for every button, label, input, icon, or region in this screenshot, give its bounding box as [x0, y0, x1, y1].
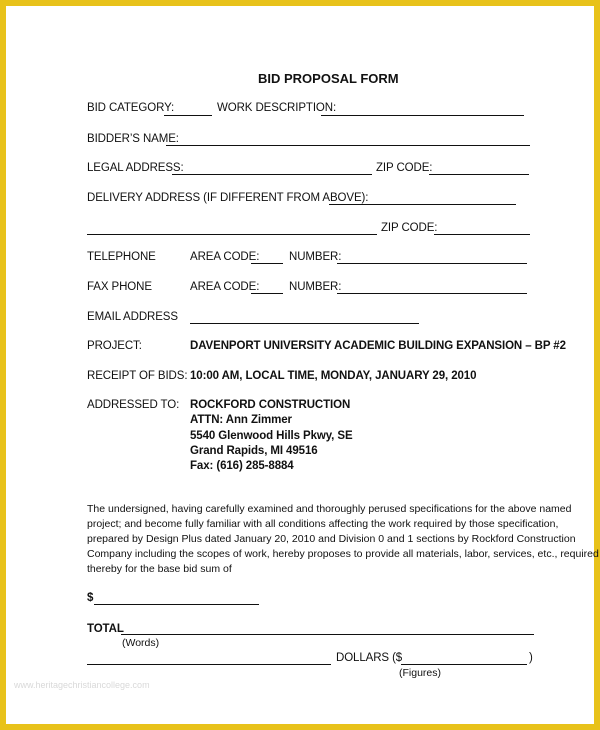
address-line: Grand Rapids, MI 49516	[190, 445, 318, 457]
page-title: BID PROPOSAL FORM	[258, 71, 399, 86]
bid-category-label: BID CATEGORY:	[87, 102, 175, 114]
zip-code-label-2: ZIP CODE:	[381, 222, 438, 234]
paragraph-line: prepared by Design Plus dated January 20, 2010 and Division 0 and 1 sections by Rockford Construction	[87, 533, 576, 545]
telephone-number-label: NUMBER:	[289, 251, 342, 263]
fax-area-code-label: AREA CODE:	[190, 281, 260, 293]
address-line: ROCKFORD CONSTRUCTION	[190, 399, 351, 411]
words-caption: (Words)	[122, 637, 160, 649]
bid-category-field[interactable]	[164, 115, 212, 116]
delivery-address-field[interactable]	[329, 204, 516, 205]
telephone-area-code-field[interactable]	[251, 263, 283, 264]
zip-code-label: ZIP CODE:	[376, 162, 433, 174]
paragraph-line: The undersigned, having carefully examined and thoroughly perused specifications for the above named	[87, 503, 572, 515]
address-line: 5540 Glenwood Hills Pkwy, SE	[190, 430, 353, 442]
watermark-text: www.heritagechristiancollege.com	[14, 680, 150, 690]
close-paren: )	[529, 652, 533, 664]
total-label: TOTAL	[87, 623, 124, 635]
addressed-to-label: ADDRESSED TO:	[87, 399, 180, 411]
telephone-area-code-label: AREA CODE:	[190, 251, 260, 263]
fax-area-code-field[interactable]	[251, 293, 283, 294]
zip-code-field[interactable]	[429, 174, 529, 175]
paragraph-line: project; and become fully familiar with all conditions affecting the work required by those specification,	[87, 518, 559, 530]
fax-phone-label: FAX PHONE	[87, 281, 152, 293]
project-value: DAVENPORT UNIVERSITY ACADEMIC BUILDING EXPANSION – BP #2	[190, 340, 566, 352]
bidders-name-label: BIDDER’S NAME:	[87, 133, 179, 145]
delivery-address-field-2[interactable]	[87, 234, 377, 235]
zip-code-field-2[interactable]	[434, 234, 530, 235]
fax-number-label: NUMBER:	[289, 281, 342, 293]
legal-address-field[interactable]	[172, 174, 372, 175]
dollar-sign: $	[87, 592, 94, 604]
address-line: Fax: (616) 285-8884	[190, 460, 294, 472]
form-page	[6, 6, 599, 724]
address-line: ATTN: Ann Zimmer	[190, 414, 292, 426]
total-words-field-2[interactable]	[87, 664, 331, 665]
paragraph-line: Company including the scopes of work, hereby proposes to provide all materials, labor, services, etc., required	[87, 548, 599, 560]
work-description-field[interactable]	[321, 115, 524, 116]
bidders-name-field[interactable]	[166, 145, 530, 146]
delivery-address-label: DELIVERY ADDRESS (IF DIFFERENT FROM ABOVE):	[87, 192, 369, 204]
paragraph-line: thereby for the base bid sum of	[87, 563, 232, 575]
total-words-field[interactable]	[121, 634, 534, 635]
fax-number-field[interactable]	[337, 293, 527, 294]
work-description-label: WORK DESCRIPTION:	[217, 102, 337, 114]
email-address-field[interactable]	[190, 323, 419, 324]
legal-address-label: LEGAL ADDRESS:	[87, 162, 184, 174]
base-bid-amount-field[interactable]	[94, 604, 259, 605]
receipt-of-bids-label: RECEIPT OF BIDS:	[87, 370, 188, 382]
figures-caption: (Figures)	[399, 667, 442, 679]
receipt-of-bids-value: 10:00 AM, LOCAL TIME, MONDAY, JANUARY 29, 2010	[190, 370, 477, 382]
total-figures-field[interactable]	[401, 664, 527, 665]
dollars-label: DOLLARS ($	[336, 652, 403, 664]
email-address-label: EMAIL ADDRESS	[87, 311, 178, 323]
telephone-number-field[interactable]	[337, 263, 527, 264]
telephone-label: TELEPHONE	[87, 251, 156, 263]
project-label: PROJECT:	[87, 340, 142, 352]
